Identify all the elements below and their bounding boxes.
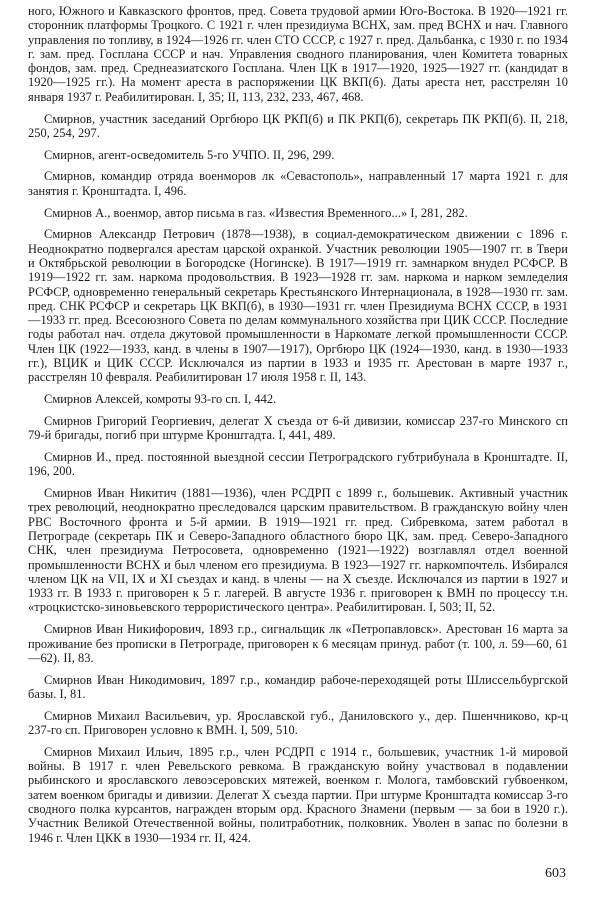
entry-smirnov-aleksandr-petrovich: Смирнов Александр Петрович (1878—1938), в социал-демократическом движении с 1896 г. Неоднократно подвергался арестам царской охранкой. Участник революции 1905—1907 гг. в Твери и Октябрьской революции в Богородске (Ногинске). В 1917—1919 гг. замнарком внудел РСФСР. В 1919—1922 гг. зам. наркома продовольствия. В 1923—1928 гг. зам. наркома и нарком земледелия РСФСР, одновременно генеральный секретарь Крестьянского Интернационала, в 1928—1930 гг. зам. пред. СНК РСФСР и секретарь ЦК ВКП(б), в 1930—1931 гг. член Президиума ВСНХ СССР, в 1931—1933 гг. пред. Всесоюзного Совета по делам коммунального хозяйства при ЦИК СССР. Последние годы работал нач. отдела джутовой промышленности в Наркомате легкой промышленности СССР. Член ЦК (1922—1933, канд. в члены в 1907—1917), Оргбюро ЦК (1924—1930, канд. в 1930—1933 гг.), ВЦИК и ЦИК СССР. Исключался из партии в 1933 и 1935 гг. Арестован в марте 1937 г., расстрелян 10 февраля. Реабилитирован 17 июля 1958 г. II, 143.	[28, 227, 568, 385]
entry-smirnov-mikhail-vasilyevich: Смирнов Михаил Васильевич, ур. Ярославской губ., Даниловского у., дер. Пшенчниково, кр-ц 237-го сп. Приговорен условно к ВМН. I, 509, 510.	[28, 708, 568, 738]
document-body	[28, 4, 568, 852]
entry-smirnov-ivan-nikodimovich: Смирнов Иван Никодимович, 1897 г.р., командир рабоче-переходящей роты Шлиссельбургской базы. I, 81.	[28, 672, 568, 701]
entry-smirnov-orgburo: Смирнов, участник заседаний Оргбюро ЦК РКП(б) и ПК РКП(б), секретарь ПК РКП(б). II, 218, 250, 254, 297.	[28, 111, 568, 140]
entry-smirnov-grigoriy: Смирнов Григорий Георгиевич, делегат Х съезда от 6-й дивизии, комиссар 237-го Минского сп 79-й бригады, погиб при штурме Кронштадта. I, 441, 489.	[28, 413, 568, 443]
entry-smirnov-aleksey: Смирнов Алексей, комроты 93-го сп. I, 442.	[44, 392, 277, 407]
entry-smirnov-continued: ного, Южного и Кавказского фронтов, пред. Совета трудовой армии Юго-Востока. В 1920—1921 гг. сторонник платформы Троцкого. С 1921 г. член президиума ВСНХ, зам. пред ВСНХ и нач. Главного управления по топливу, в 1924—1926 гг. член СТО СССР, с 1927 г. пред. Дальбанка, с 1930 г. по 1934 г. зам. пред. Госплана СССР и нач. Управления сводного планирования, член Комитета товарных фондов, зам. пред. Среднеазиатского Госплана. Член ЦК в 1917—1920, 1925—1927 гг. (кандидат в 1920—1925 гг.). На момент ареста в распоряжении ЦК ВКП(б). Даты ареста нет, расстрелян 10 января 1937 г. Реабилитирован. I, 35; II, 113, 232, 233, 467, 468.	[28, 4, 568, 104]
entry-smirnov-a: Смирнов А., военмор, автор письма в газ. «Известия Временного...» I, 281, 282.	[44, 205, 468, 220]
entry-smirnov-agent: Смирнов, агент-осведомитель 5-го УЧПО. II, 296, 299.	[44, 147, 335, 162]
page-number: 603	[545, 866, 566, 881]
entry-smirnov-i: Смирнов И., пред. постоянной выездной сессии Петроградского губтрибунала в Кронштадте. II, 196, 200.	[28, 450, 568, 479]
entry-smirnov-mikhail-ilyich: Смирнов Михаил Ильич, 1895 г.р., член РСДРП с 1914 г., большевик, участник 1-й мировой войны. В 1917 г. член Ревельского ревкома. В гражданскую войну участвовал в подавлении рыбинского и ярославского левоэсеровских мятежей, военком г. Молога, тамбовский губвоенком, затем военком бригады и дивизии. Делегат Х съезда партии. При штурме Кронштадта комиссар 3-го сводного полка курсантов, награжден вторым орд. Красного Знамени (первым — за бои в 1920 г.). Участник Великой Отечественной войны, политработник, полковник. Уволен в запас по болезни в 1946 г. Член ЦКК в 1930—1934 гг. II, 424.	[28, 744, 568, 845]
entry-smirnov-ivan-nikiforovich: Смирнов Иван Никифорович, 1893 г.р., сигнальщик лк «Петропавловск». Арестован 16 марта за проживание без прописки в Петрограде, приговорен к 6 месяцам принуд. работ (т. 100, л. 59—60, 61—62). II, 83.	[28, 622, 568, 665]
entry-smirnov-ivan-nikitich: Смирнов Иван Никитич (1881—1936), член РСДРП с 1899 г., большевик. Активный участник трех революций, неоднократно преследовался царским правительством. В гражданскую войну член РВС Восточного фронта и 5-й армии. В 1919—1921 гг. пред. Сибревкома, затем работал в Петрограде (секретарь ПК и Северо-Западного областного бюро ЦК, зам. пред. Северо-Западного СНК, член президиума Петросовета, одновременно (1921—1922) возглавлял отдел военной промышленности ВСНХ и был членом его президиума. В 1923—1927 гг. наркомпочтель. Избирался членом ЦК на VII, IX и XI съездах и канд. в члены — на Х съезде. Исключался из партии в 1927 и 1933 гг. В 1933 г. приговорен к 5 г. лагерей. В августе 1936 г. приговорен к ВМН по процессу т.н. «троцкистско-зиновьевского террористического центра». Реабилитирован. I, 503; II, 52.	[28, 486, 568, 615]
entry-smirnov-commander: Смирнов, командир отряда военморов лк «Севастополь», направленный 17 марта 1921 г. для занятия г. Кронштадта. I, 496.	[28, 169, 568, 198]
